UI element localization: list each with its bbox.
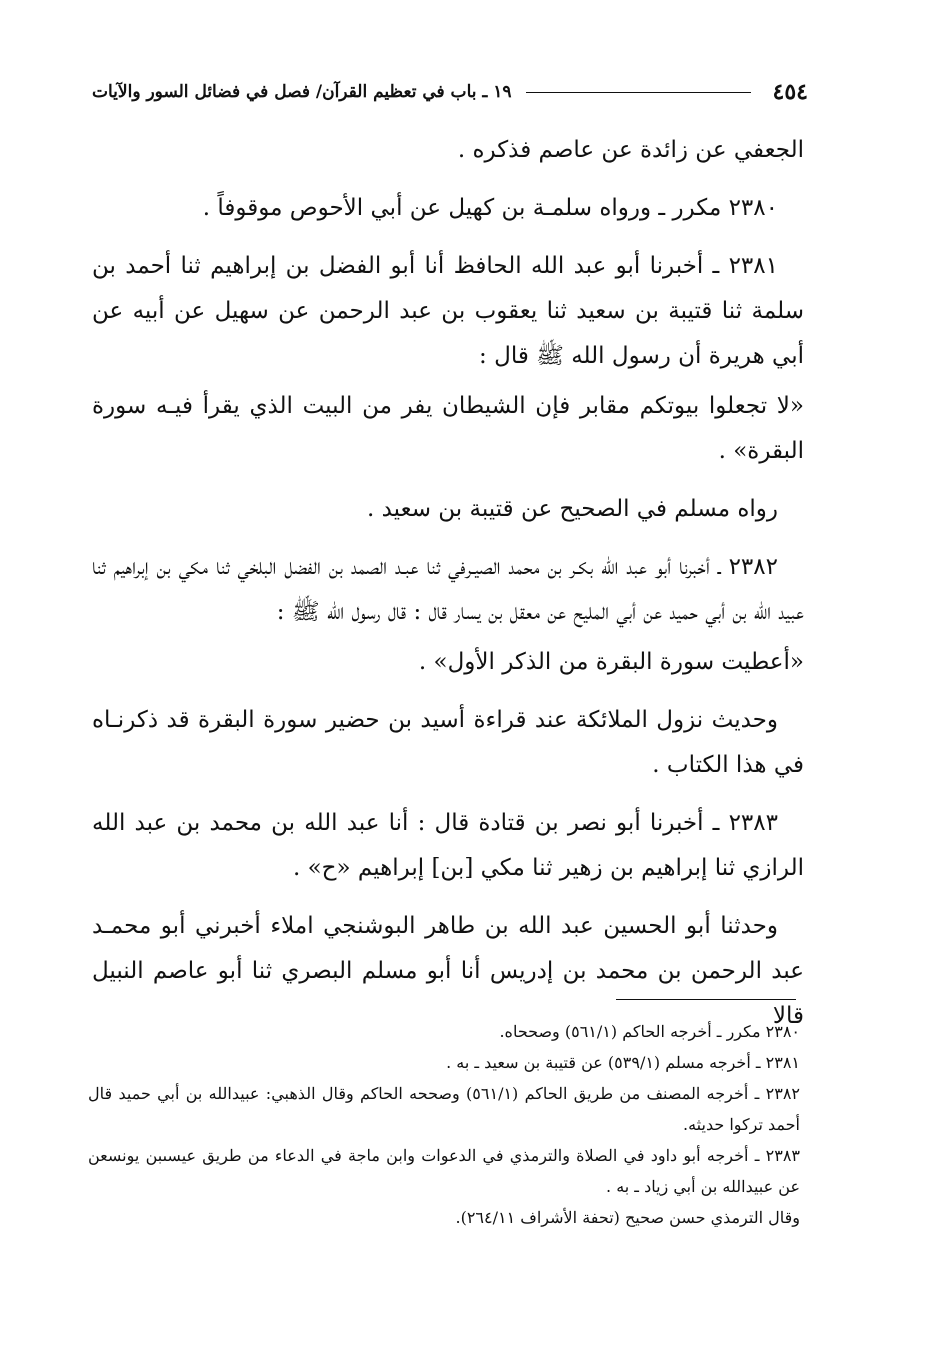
footnote-2382: ٢٣٨٢ ـ أخرجه المصنف من طريق الحاكم (٥٦١/١) وصححه الحاكم وقال الذهبي: عبيدالله بن أبي حميد قال أحمد تركوا حديثه. [88, 1084, 800, 1134]
footnote-2380: ٢٣٨٠ مكرر ـ أخرجه الحاكم (٥٦١/١) وصححاه. [499, 1022, 800, 1041]
footnote-2383: ٢٣٨٣ ـ أخرجه أبو داود في الصلاة والترمذي في الدعوات وابن ماجة في الدعاء من طريق عيسىبن يونسعن عن عبيدالله بن أبي زياد ـ به . [88, 1146, 801, 1196]
hadith-2381-isnad: ٢٣٨١ ـ أخبرنا أبو عبد الله الحافظ أنا أبو الفضل بن إبراهيم ثنا أحمد بن سلمة ثنا قتيبة بن سعيد ثنا يعقوب بن عبد الرحمن عن سهيل عن أبيه عن أبي هريرة أن رسول الله ﷺ قال : [92, 253, 804, 369]
header-rule [526, 92, 751, 93]
running-head [92, 76, 808, 108]
hadith-2382-isnad: ٢٣٨٢ ـ أخبرنا أبو عبد الله بكـر بن محمد الصيـرفي ثنا عبـد الصمد بن الفضل البلخي ثنا مكي بن إبراهيم ثنا عبيد الله بن أبي حميد عن أبي المليح عن معقل بن يسار قال : قال رسول الله ﷺ : [92, 554, 804, 625]
hadith-2383-second-isnad: وحدثنا أبو الحسين عبد الله بن طاهر البوشنجي املاء أخبرني أبو محمـد عبد الرحمن بن محمد بن إدريس أنا أبو مسلم البصري ثنا أبو عاصم النبيل قالا [92, 913, 804, 1029]
running-title: ١٩ ـ باب في تعظيم القرآن/ فصل في فضائل السور والآيات [92, 82, 512, 102]
footnote-2381: ٢٣٨١ ـ أخرجه مسلم (٥٣٩/١) عن قتيبة بن سعيد ـ به . [446, 1053, 800, 1072]
hadith-2381-source: رواه مسلم في الصحيح عن قتيبة بن سعيد . [366, 496, 778, 522]
hadith-2380-repeat: ٢٣٨٠ مكرر ـ ورواه سلمـة بن كهيل عن أبي الأحوص موقوفاً . [202, 195, 778, 221]
footnote-separator [616, 999, 796, 1000]
page-number: ٤٥٤ [772, 79, 808, 105]
hadith-2382-matn: «أعطيت سورة البقرة من الذكر الأول» . [418, 649, 804, 675]
footnote-2383-tirmidhi: وقال الترمذي حسن صحيح (تحفة الأشراف ٢٦٤/١١). [455, 1208, 800, 1227]
hadith-2381-matn: «لا تجعلوا بيوتكم مقابر فإن الشيطان يفر من البيت الذي يقرأ فيـه سورة البقرة» . [92, 393, 804, 464]
note-usayd-ibn-hudayr: وحديث نزول الملائكة عند قراءة أسيد بن حضير سورة البقرة قد ذكرنـاه في هذا الكتاب . [92, 707, 804, 778]
main-text [92, 128, 804, 1052]
hadith-2383-isnad: ٢٣٨٣ ـ أخبرنا أبو نصر بن قتادة قال : أنا عبد الله بن محمد بن عبد الله الرازي ثنا إبراهيم بن زهير ثنا مكي [بن] إبراهيم «ح» . [92, 810, 804, 881]
footnotes [88, 1016, 800, 1233]
paragraph-continuation: الجعفي عن زائدة عن عاصم فذكره . [457, 137, 804, 163]
